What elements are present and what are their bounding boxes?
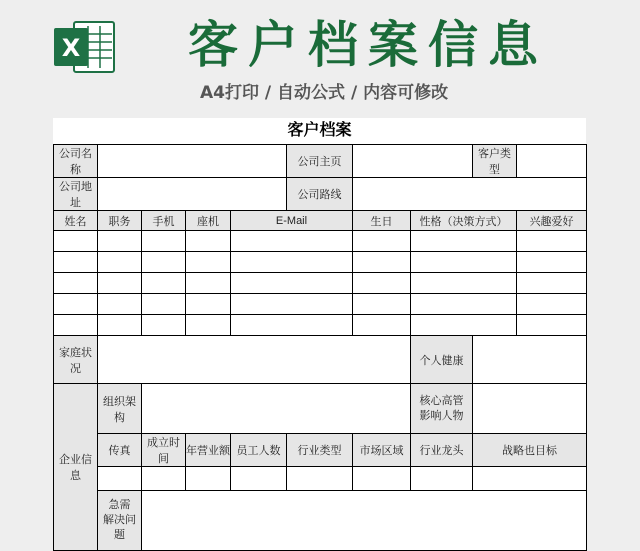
company-name-label: 公司名称 [54, 145, 98, 178]
cell-landline[interactable] [186, 252, 231, 273]
cell-email[interactable] [231, 231, 353, 252]
cell-name[interactable] [54, 231, 98, 252]
cell-mobile[interactable] [142, 315, 186, 336]
cell-mobile[interactable] [142, 231, 186, 252]
cell-birthday[interactable] [353, 252, 411, 273]
cell-position[interactable] [98, 294, 142, 315]
header-market-region: 市场区域 [353, 434, 411, 467]
cell-landline[interactable] [186, 231, 231, 252]
cell-email[interactable] [231, 252, 353, 273]
contact-row [54, 231, 587, 252]
cell-strategy-goal[interactable] [473, 467, 587, 491]
customer-type-cell[interactable] [517, 145, 587, 178]
header-founded: 成立时间 [142, 434, 186, 467]
contact-row [54, 294, 587, 315]
org-structure-label: 组织架构 [98, 384, 142, 434]
cell-landline[interactable] [186, 273, 231, 294]
cell-position[interactable] [98, 273, 142, 294]
banner [0, 0, 640, 118]
key-person-label [411, 384, 473, 434]
cell-hobbies[interactable] [517, 252, 587, 273]
cell-name[interactable] [54, 252, 98, 273]
urgent-issues-label-line1: 急需 [108, 499, 131, 511]
cell-personality[interactable] [411, 231, 517, 252]
personal-health-label: 个人健康 [411, 336, 473, 384]
cell-hobbies[interactable] [517, 315, 587, 336]
cell-name[interactable] [54, 294, 98, 315]
family-status-cell[interactable] [98, 336, 411, 384]
header-hobbies: 兴趣爱好 [517, 211, 587, 231]
company-address-cell[interactable] [98, 178, 287, 211]
cell-birthday[interactable] [353, 294, 411, 315]
cell-personality[interactable] [411, 273, 517, 294]
banner-subtitle: A4打印 / 自动公式 / 内容可修改 [200, 83, 449, 103]
cell-industry-type[interactable] [287, 467, 353, 491]
customer-form-table [53, 144, 587, 551]
company-route-cell[interactable] [353, 178, 587, 211]
header-employees: 员工人数 [231, 434, 287, 467]
cell-mobile[interactable] [142, 273, 186, 294]
header-name: 姓名 [54, 211, 98, 231]
enterprise-info-label: 企业信息 [54, 384, 98, 551]
banner-title: 客户档案信息 [188, 16, 548, 74]
header-birthday: 生日 [353, 211, 411, 231]
header-strategy-goal: 战略也目标 [473, 434, 587, 467]
key-person-label-line2: 影响人物 [419, 409, 464, 422]
cell-email[interactable] [231, 294, 353, 315]
header-mobile: 手机 [142, 211, 186, 231]
header-fax: 传真 [98, 434, 142, 467]
urgent-issues-cell[interactable] [142, 491, 587, 551]
company-business-cell[interactable] [353, 145, 473, 178]
contact-row [54, 273, 587, 294]
cell-hobbies[interactable] [517, 294, 587, 315]
cell-employees[interactable] [231, 467, 287, 491]
cell-personality[interactable] [411, 315, 517, 336]
cell-personality[interactable] [411, 294, 517, 315]
cell-landline[interactable] [186, 315, 231, 336]
enterprise-data-row [54, 467, 587, 491]
cell-mobile[interactable] [142, 294, 186, 315]
excel-icon [52, 18, 116, 76]
urgent-issues-label-line2: 解决问题 [103, 514, 136, 541]
cell-birthday[interactable] [353, 315, 411, 336]
cell-landline[interactable] [186, 294, 231, 315]
cell-industry-leader[interactable] [411, 467, 473, 491]
cell-name[interactable] [54, 315, 98, 336]
contact-row [54, 315, 587, 336]
company-name-row [54, 145, 587, 178]
cell-hobbies[interactable] [517, 273, 587, 294]
cell-position[interactable] [98, 252, 142, 273]
company-name-cell[interactable] [98, 145, 287, 178]
key-person-label-line1: 核心高管 [419, 394, 464, 407]
company-address-label: 公司地址 [54, 178, 98, 211]
company-business-label: 公司主页 [287, 145, 353, 178]
header-position: 职务 [98, 211, 142, 231]
cell-name[interactable] [54, 273, 98, 294]
cell-email[interactable] [231, 315, 353, 336]
cell-fax[interactable] [98, 467, 142, 491]
urgent-issues-row [54, 491, 587, 551]
org-structure-cell[interactable] [142, 384, 411, 434]
cell-founded[interactable] [142, 467, 186, 491]
cell-annual-revenue[interactable] [186, 467, 231, 491]
excel-logo-letter: X [61, 34, 81, 62]
header-landline: 座机 [186, 211, 231, 231]
sheet-title: 客户档案 [53, 118, 586, 145]
key-person-cell[interactable] [473, 384, 587, 434]
cell-position[interactable] [98, 315, 142, 336]
contact-row [54, 252, 587, 273]
enterprise-header-row [54, 434, 587, 467]
cell-birthday[interactable] [353, 273, 411, 294]
cell-birthday[interactable] [353, 231, 411, 252]
org-structure-row [54, 384, 587, 434]
customer-type-label: 客户类型 [473, 145, 517, 178]
header-industry-type: 行业类型 [287, 434, 353, 467]
header-annual-revenue: 年营业额 [186, 434, 231, 467]
header-personality: 性格（决策方式） [411, 211, 517, 231]
header-industry-leader: 行业龙头 [411, 434, 473, 467]
cell-email[interactable] [231, 273, 353, 294]
family-status-label: 家庭状况 [54, 336, 98, 384]
cell-hobbies[interactable] [517, 231, 587, 252]
spreadsheet-sheet [53, 118, 586, 541]
company-address-row [54, 178, 587, 211]
urgent-issues-label [98, 491, 142, 551]
header-email: E-Mail [231, 211, 353, 231]
personal-health-cell[interactable] [473, 336, 587, 384]
cell-mobile[interactable] [142, 252, 186, 273]
cell-personality[interactable] [411, 252, 517, 273]
cell-market-region[interactable] [353, 467, 411, 491]
company-route-label: 公司路线 [287, 178, 353, 211]
family-health-row [54, 336, 587, 384]
cell-position[interactable] [98, 231, 142, 252]
contact-header-row [54, 211, 587, 231]
